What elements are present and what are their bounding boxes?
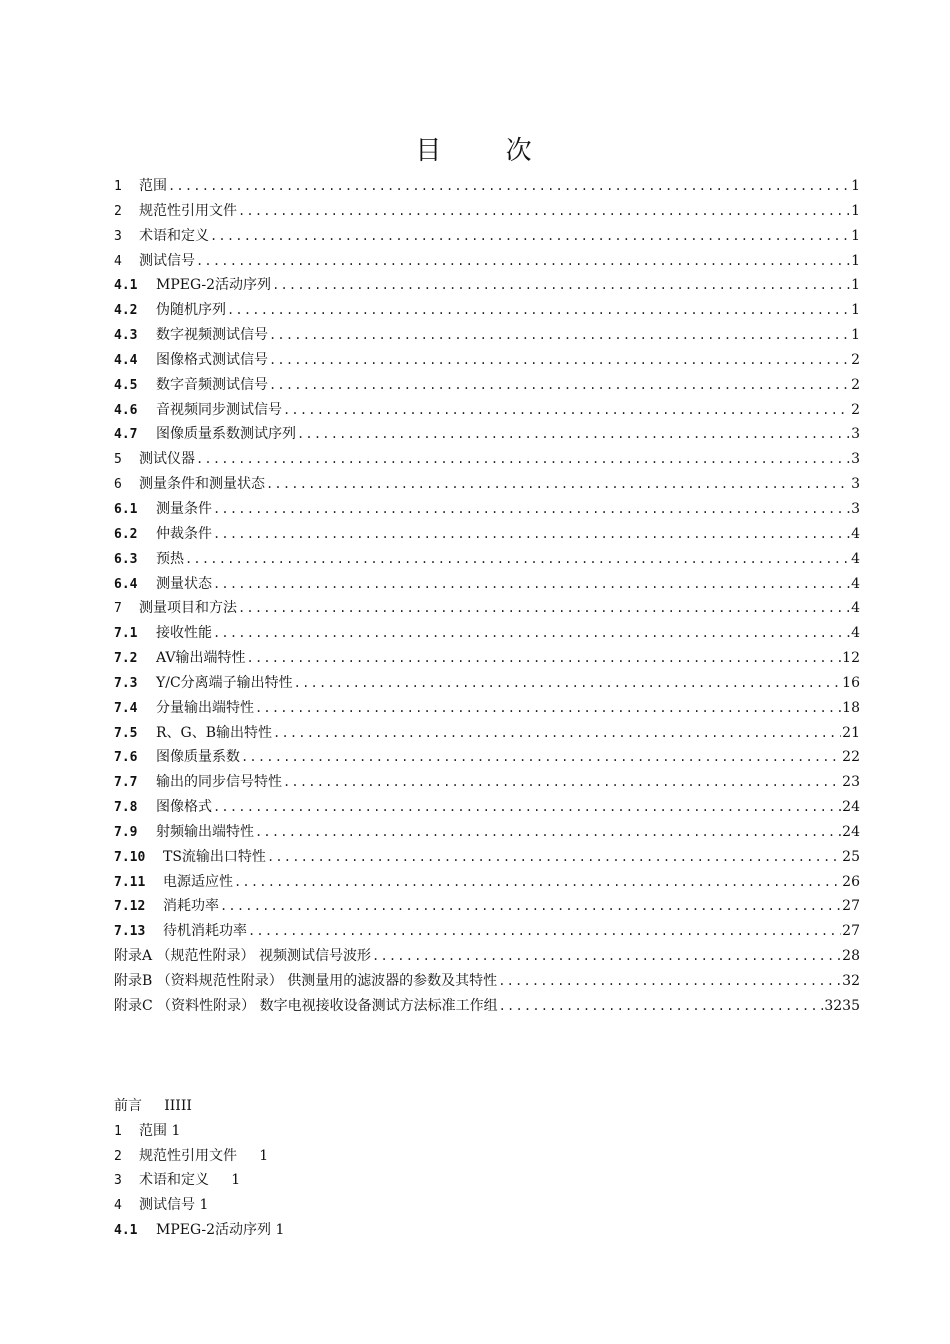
toc-entry-number: 7.2 bbox=[114, 651, 138, 667]
toc-entry-label: MPEG-2活动序列 bbox=[156, 277, 272, 294]
toc-entry-number: 4.3 bbox=[114, 328, 138, 344]
toc-entry-page: 1 bbox=[851, 277, 860, 294]
toc-dot-leader bbox=[273, 721, 841, 746]
toc-entry-page: 3 bbox=[851, 476, 860, 493]
toc-entry-number: 7.4 bbox=[114, 700, 138, 716]
toc-entry-page: 16 bbox=[842, 674, 860, 691]
toc-entry[interactable] bbox=[114, 273, 860, 298]
toc-dot-leader bbox=[220, 894, 841, 919]
toc-dot-leader bbox=[196, 447, 850, 472]
toc-entry-number: 7.13 bbox=[114, 924, 146, 940]
toc-entry-label: 规范性引用文件 bbox=[139, 202, 237, 219]
toc-entry-page: 23 bbox=[842, 774, 860, 791]
toc-dot-leader bbox=[227, 298, 850, 323]
toc-entry-page: 3 bbox=[851, 451, 860, 468]
toc-entry-label: 测量条件和测量状态 bbox=[139, 476, 265, 493]
toc-entry-number: 1 bbox=[114, 179, 122, 194]
toc-entry-number: 7.8 bbox=[114, 800, 138, 816]
toc-entry-number: 6.1 bbox=[114, 501, 138, 517]
toc-entry-number: 7.1 bbox=[114, 626, 138, 642]
plain-toc-line bbox=[114, 1168, 614, 1193]
toc-entry-number: 2 bbox=[114, 203, 122, 219]
toc-entry-page: 2 bbox=[851, 351, 860, 368]
toc-entry-number: 7.12 bbox=[114, 899, 146, 915]
toc-entry-label: 预热 bbox=[156, 550, 184, 567]
toc-dot-leader bbox=[255, 696, 841, 721]
toc-entry-label: 图像格式测试信号 bbox=[156, 351, 268, 368]
toc-entry-label: 接收性能 bbox=[156, 625, 212, 642]
toc-entry[interactable] bbox=[114, 870, 860, 895]
toc-entry-page: 2 bbox=[851, 376, 860, 393]
plain-line-number: 2 bbox=[114, 1148, 122, 1164]
toc-entry[interactable] bbox=[114, 596, 860, 621]
plain-line-text: 测试信号 1 bbox=[139, 1197, 209, 1214]
toc-entry-number: 3 bbox=[114, 228, 122, 244]
toc-entry-page: 27 bbox=[842, 923, 860, 940]
toc-entry-number: 7.7 bbox=[114, 775, 138, 791]
toc-entry-label: Y/C分离端子输出特性 bbox=[156, 674, 293, 691]
toc-entry-number: 7.11 bbox=[114, 874, 146, 890]
toc-entry[interactable] bbox=[114, 696, 860, 721]
page-title: 目 次 bbox=[415, 136, 560, 166]
toc-dot-leader bbox=[196, 249, 850, 274]
toc-entry-page: 2 bbox=[851, 401, 860, 418]
toc-entry-number: 4.2 bbox=[114, 303, 138, 319]
toc-entry-number: 4.1 bbox=[114, 278, 138, 294]
toc-entry-page: 21 bbox=[842, 724, 860, 741]
toc-entry[interactable] bbox=[114, 621, 860, 646]
plain-line-text: 范围 1 bbox=[139, 1122, 181, 1139]
toc-entry-page: 18 bbox=[842, 699, 860, 716]
toc-entry-label: 测量状态 bbox=[156, 575, 212, 592]
plain-line-number: 4 bbox=[114, 1198, 122, 1214]
toc-entry[interactable] bbox=[114, 348, 860, 373]
toc-entry-label: 测量项目和方法 bbox=[139, 600, 237, 617]
toc-dot-leader bbox=[213, 795, 841, 820]
plain-toc-line bbox=[114, 1193, 614, 1218]
toc-entry-number: 7.9 bbox=[114, 824, 138, 840]
plain-toc-line bbox=[114, 1094, 614, 1119]
toc-entry-label: 测试信号 bbox=[139, 252, 195, 269]
toc-entry[interactable] bbox=[114, 745, 860, 770]
plain-toc-line bbox=[114, 1218, 614, 1243]
toc-entry[interactable] bbox=[114, 721, 860, 746]
toc-entry[interactable] bbox=[114, 422, 860, 447]
toc-entry-page: 4 bbox=[851, 600, 860, 617]
toc-entry-label: 附录B （资料规范性附录） 供测量用的滤波器的参数及其特性 bbox=[114, 973, 498, 989]
toc-entry-number: 6.2 bbox=[114, 526, 138, 542]
toc-entry[interactable] bbox=[114, 447, 860, 472]
toc-dot-leader bbox=[213, 497, 850, 522]
toc-dot-leader bbox=[185, 547, 850, 572]
plain-line-number: 1 bbox=[114, 1123, 122, 1139]
toc-entry-page: 1 bbox=[851, 178, 860, 194]
toc-entry-page: 3235 bbox=[824, 997, 860, 1014]
toc-dot-leader bbox=[238, 596, 850, 621]
toc-dot-leader bbox=[272, 273, 850, 298]
toc-entry[interactable] bbox=[114, 646, 860, 671]
plain-toc-fragment bbox=[114, 1094, 614, 1243]
toc-entry-label: AV输出端特性 bbox=[156, 650, 246, 667]
toc-entry-page: 1 bbox=[851, 302, 860, 319]
toc-entry[interactable] bbox=[114, 770, 860, 795]
toc-entry-label: 仲裁条件 bbox=[156, 525, 212, 542]
plain-line-number: 4.1 bbox=[114, 1222, 138, 1238]
toc-dot-leader bbox=[238, 199, 850, 224]
toc-entry-number: 7.3 bbox=[114, 675, 138, 691]
toc-entry-number: 5 bbox=[114, 452, 122, 468]
toc-dot-leader bbox=[213, 522, 850, 547]
toc-dot-leader bbox=[372, 944, 841, 969]
toc-entry[interactable] bbox=[114, 994, 860, 1019]
toc-entry-page: 1 bbox=[851, 202, 860, 219]
toc-entry-label: 范围 bbox=[139, 178, 167, 194]
toc-entry-label: R、G、B输出特性 bbox=[156, 724, 273, 741]
toc-dot-leader bbox=[213, 572, 850, 597]
toc-entry-label: 图像格式 bbox=[156, 799, 212, 816]
toc-entry[interactable] bbox=[114, 944, 860, 969]
toc-entry-page: 26 bbox=[842, 873, 860, 890]
toc-entry-label: 测试仪器 bbox=[139, 451, 195, 468]
toc-entry-number: 6.4 bbox=[114, 576, 138, 592]
toc-entry[interactable] bbox=[114, 671, 860, 696]
toc-entry-page: 12 bbox=[842, 650, 860, 667]
toc-entry-label: 图像质量系数测试序列 bbox=[156, 426, 296, 443]
toc-entry-number: 7 bbox=[114, 601, 122, 617]
toc-dot-leader bbox=[255, 820, 841, 845]
plain-line-text: 术语和定义 1 bbox=[139, 1172, 241, 1189]
toc-entry[interactable] bbox=[114, 820, 860, 845]
plain-line-number: 3 bbox=[114, 1173, 122, 1189]
toc-entry-page: 25 bbox=[842, 848, 860, 865]
toc-dot-leader bbox=[248, 919, 841, 944]
toc-dot-leader bbox=[297, 422, 850, 447]
toc-entry-page: 22 bbox=[842, 749, 860, 766]
toc-entry[interactable] bbox=[114, 572, 860, 597]
toc-entry[interactable] bbox=[114, 472, 860, 497]
toc-entry[interactable] bbox=[114, 174, 860, 199]
toc-entry-page: 4 bbox=[851, 525, 860, 542]
toc-entry-page: 27 bbox=[842, 898, 860, 915]
toc-dot-leader bbox=[234, 870, 841, 895]
toc-entry-page: 1 bbox=[851, 227, 860, 244]
toc-entry-page: 4 bbox=[851, 625, 860, 642]
toc-entry[interactable] bbox=[114, 795, 860, 820]
toc-entry[interactable] bbox=[114, 845, 860, 870]
toc-dot-leader bbox=[294, 671, 842, 696]
toc-entry-label: 伪随机序列 bbox=[156, 302, 226, 319]
toc-entry-page: 1 bbox=[851, 252, 860, 269]
toc-entry[interactable] bbox=[114, 497, 860, 522]
toc-entry-label: 待机消耗功率 bbox=[163, 923, 247, 940]
toc-entry-label: 输出的同步信号特性 bbox=[156, 774, 282, 791]
toc-dot-leader bbox=[247, 646, 842, 671]
toc-entry[interactable] bbox=[114, 919, 860, 944]
toc-entry-label: 射频输出端特性 bbox=[156, 823, 254, 840]
toc-entry[interactable] bbox=[114, 894, 860, 919]
toc-entry-label: 数字音频测试信号 bbox=[156, 376, 268, 393]
toc-entry-number: 7.5 bbox=[114, 725, 138, 741]
plain-line-text: 规范性引用文件 1 bbox=[139, 1147, 269, 1164]
toc-dot-leader bbox=[283, 398, 850, 423]
plain-line-text: 前言 IIIII bbox=[114, 1098, 192, 1114]
toc-dot-leader bbox=[269, 323, 850, 348]
toc-dot-leader bbox=[241, 745, 841, 770]
toc-entry-number: 4.6 bbox=[114, 402, 138, 418]
plain-toc-line bbox=[114, 1119, 614, 1144]
toc-entry-page: 3 bbox=[851, 500, 860, 517]
toc-entry-label: 音视频同步测试信号 bbox=[156, 401, 282, 418]
toc-entry[interactable] bbox=[114, 224, 860, 249]
toc-entry-label: 消耗功率 bbox=[163, 898, 219, 915]
toc-entry-page: 1 bbox=[851, 327, 860, 344]
toc-entry-label: 术语和定义 bbox=[139, 227, 209, 244]
table-of-contents bbox=[114, 174, 860, 1019]
toc-entry-number: 6 bbox=[114, 477, 122, 493]
toc-entry[interactable] bbox=[114, 298, 860, 323]
toc-entry[interactable] bbox=[114, 969, 860, 994]
toc-dot-leader bbox=[267, 845, 841, 870]
toc-dot-leader bbox=[266, 472, 850, 497]
toc-entry-page: 24 bbox=[842, 799, 860, 816]
toc-entry-number: 7.6 bbox=[114, 750, 138, 766]
toc-entry-label: TS流输出口特性 bbox=[163, 848, 266, 865]
toc-dot-leader bbox=[498, 969, 841, 994]
toc-entry-number: 4.5 bbox=[114, 377, 138, 393]
toc-entry[interactable] bbox=[114, 522, 860, 547]
toc-entry[interactable] bbox=[114, 323, 860, 348]
toc-entry-label: 图像质量系数 bbox=[156, 749, 240, 766]
toc-entry-label: 数字视频测试信号 bbox=[156, 327, 268, 344]
toc-entry-number: 4.4 bbox=[114, 352, 138, 368]
toc-dot-leader bbox=[168, 174, 850, 199]
toc-entry-page: 3 bbox=[851, 426, 860, 443]
toc-entry[interactable] bbox=[114, 398, 860, 423]
toc-entry-page: 4 bbox=[851, 550, 860, 567]
toc-entry-page: 32 bbox=[842, 973, 860, 989]
plain-line-text: MPEG-2活动序列 1 bbox=[156, 1221, 285, 1238]
toc-entry-number: 7.10 bbox=[114, 849, 146, 865]
toc-dot-leader bbox=[499, 994, 824, 1019]
toc-entry-number: 6.3 bbox=[114, 551, 138, 567]
toc-entry-label: 电源适应性 bbox=[163, 873, 233, 890]
toc-dot-leader bbox=[269, 373, 850, 398]
toc-dot-leader bbox=[283, 770, 841, 795]
toc-entry[interactable] bbox=[114, 547, 860, 572]
toc-entry-page: 24 bbox=[842, 823, 860, 840]
toc-entry-label: 分量输出端特性 bbox=[156, 699, 254, 716]
plain-toc-line bbox=[114, 1144, 614, 1169]
toc-dot-leader bbox=[213, 621, 850, 646]
toc-entry-label: 附录A （规范性附录） 视频测试信号波形 bbox=[114, 948, 372, 965]
toc-entry-label: 测量条件 bbox=[156, 500, 212, 517]
toc-entry-page: 4 bbox=[851, 575, 860, 592]
toc-entry-number: 4.7 bbox=[114, 427, 138, 443]
toc-dot-leader bbox=[210, 224, 850, 249]
toc-entry[interactable] bbox=[114, 249, 860, 274]
toc-entry[interactable] bbox=[114, 199, 860, 224]
toc-entry-page: 28 bbox=[842, 948, 860, 965]
toc-dot-leader bbox=[269, 348, 850, 373]
toc-entry-number: 4 bbox=[114, 253, 122, 269]
toc-entry-label: 附录C （资料性附录） 数字电视接收设备测试方法标准工作组 bbox=[114, 997, 498, 1014]
toc-entry[interactable] bbox=[114, 373, 860, 398]
